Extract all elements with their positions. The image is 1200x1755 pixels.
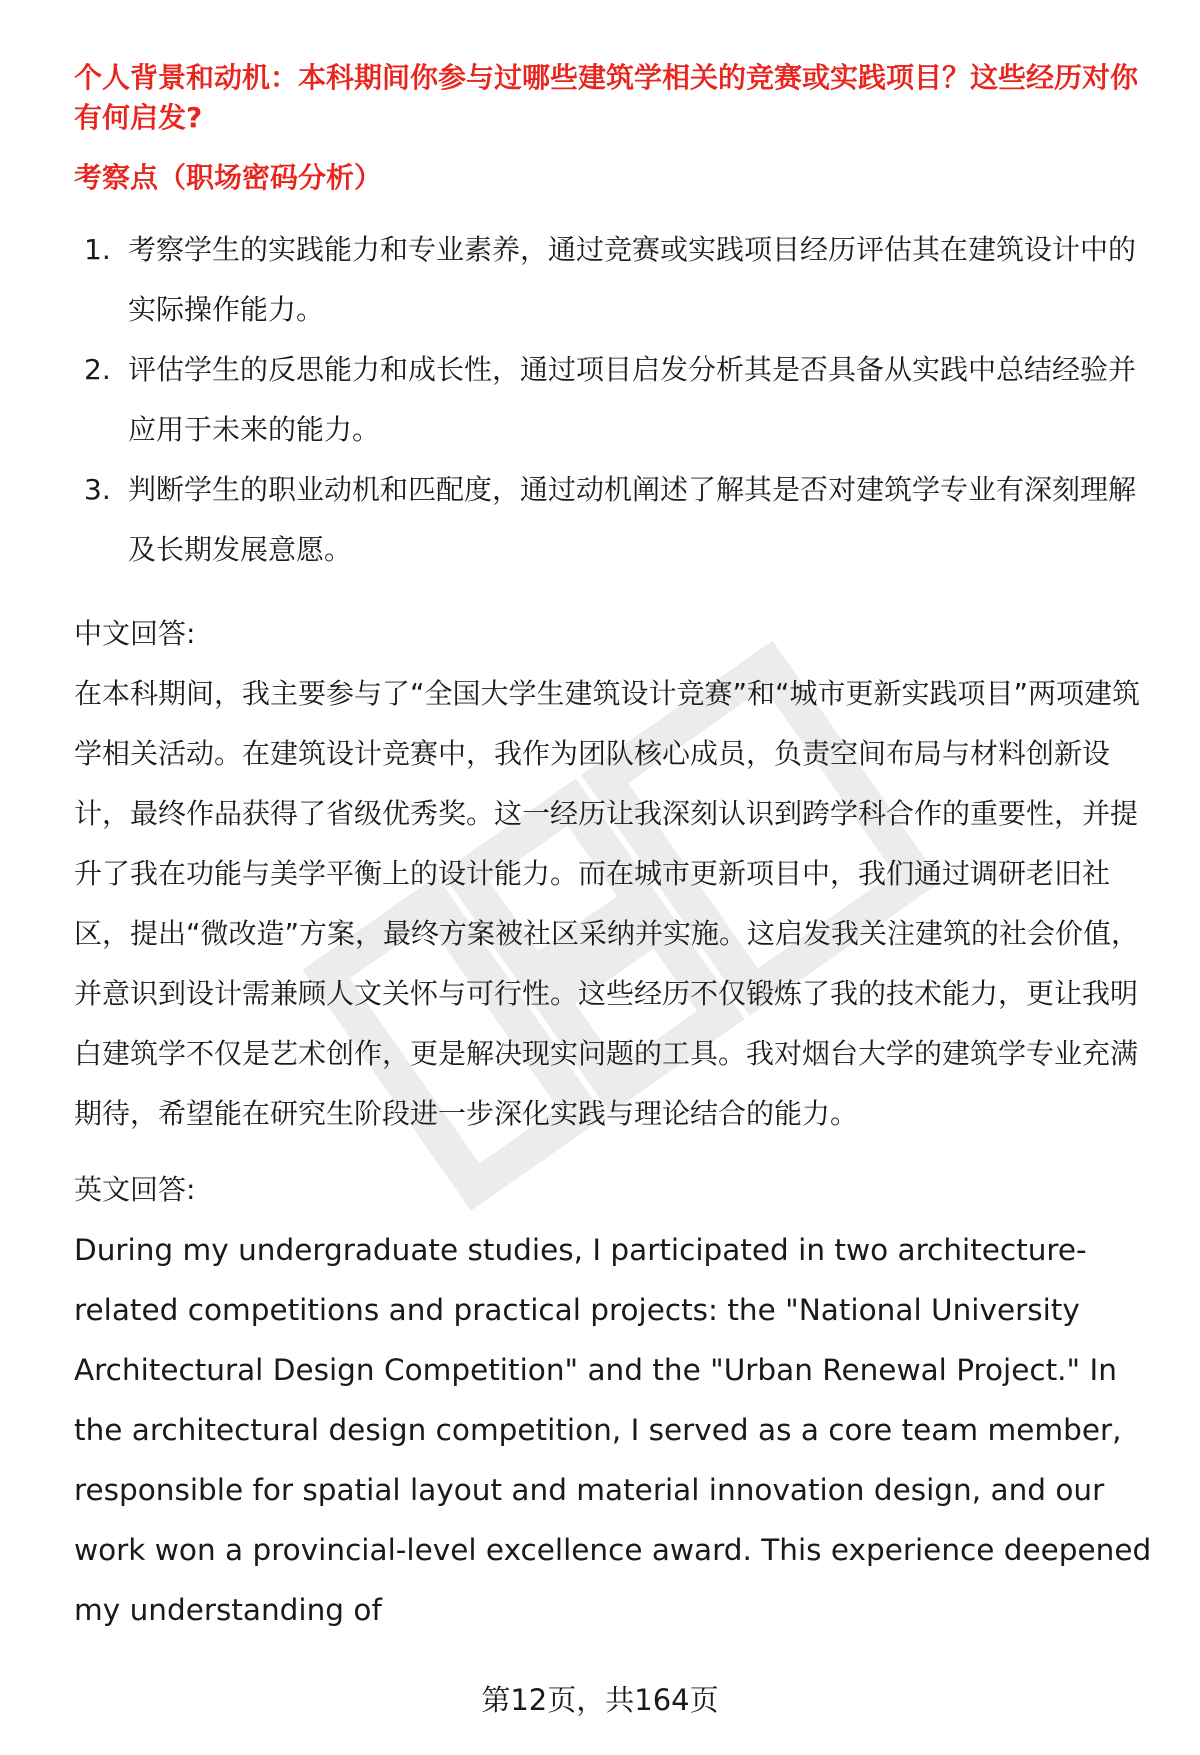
list-number: 2. xyxy=(84,353,111,386)
question-heading: 个人背景和动机：本科期间你参与过哪些建筑学相关的竞赛或实践项目？这些经历对你有何启发? xyxy=(74,61,1139,134)
english-answer-paragraph: During my undergraduate studies, I participated in two architecture-related competitions and practical projects: the "National University Architectural Design Competition" and the "Urban Renewal Project." In the architectural design competition, I served as a core team member, responsible for spatial layout and material innovation design, and our work won a provincial-level excellence award. This experience deepened my understanding of xyxy=(74,1233,1152,1627)
english-answer-label: 英文回答: xyxy=(74,1173,196,1206)
page-number-footer: 第12页，共164页 xyxy=(481,1683,719,1717)
chinese-answer-label: 中文回答: xyxy=(74,617,196,650)
list-number: 1. xyxy=(84,233,111,266)
list-item xyxy=(74,340,1154,460)
section-title: 考察点（职场密码分析） xyxy=(74,161,383,194)
list-item-text: 评估学生的反思能力和成长性，通过项目启发分析其是否具备从实践中总结经验并应用于未来的能力。 xyxy=(128,353,1137,446)
chinese-answer-paragraph: 在本科期间，我主要参与了“全国大学生建筑设计竞赛”和“城市更新实践项目”两项建筑学相关活动。在建筑设计竞赛中，我作为团队核心成员，负责空间布局与材料创新设计，最终作品获得了省级优秀奖。这一经历让我深刻认识到跨学科合作的重要性，并提升了我在功能与美学平衡上的设计能力。而在城市更新项目中，我们通过调研老旧社区，提出“微改造”方案，最终方案被社区采纳并实施。这启发我关注建筑的社会价值，并意识到设计需兼顾人文关怀与可行性。这些经历不仅锻炼了我的技术能力，更让我明白建筑学不仅是艺术创作，更是解决现实问题的工具。我对烟台大学的建筑学专业充满期待，希望能在研究生阶段进一步深化实践与理论结合的能力。 xyxy=(74,677,1141,1130)
list-item-text: 考察学生的实践能力和专业素养，通过竞赛或实践项目经历评估其在建筑设计中的实际操作能力。 xyxy=(128,233,1137,326)
document-page xyxy=(74,58,1154,1640)
list-number: 3. xyxy=(84,473,111,506)
list-item xyxy=(74,220,1154,340)
list-item xyxy=(74,460,1154,580)
assessment-points-list xyxy=(74,220,1154,580)
list-item-text: 判断学生的职业动机和匹配度，通过动机阐述了解其是否对建筑学专业有深刻理解及长期发展意愿。 xyxy=(128,473,1137,566)
